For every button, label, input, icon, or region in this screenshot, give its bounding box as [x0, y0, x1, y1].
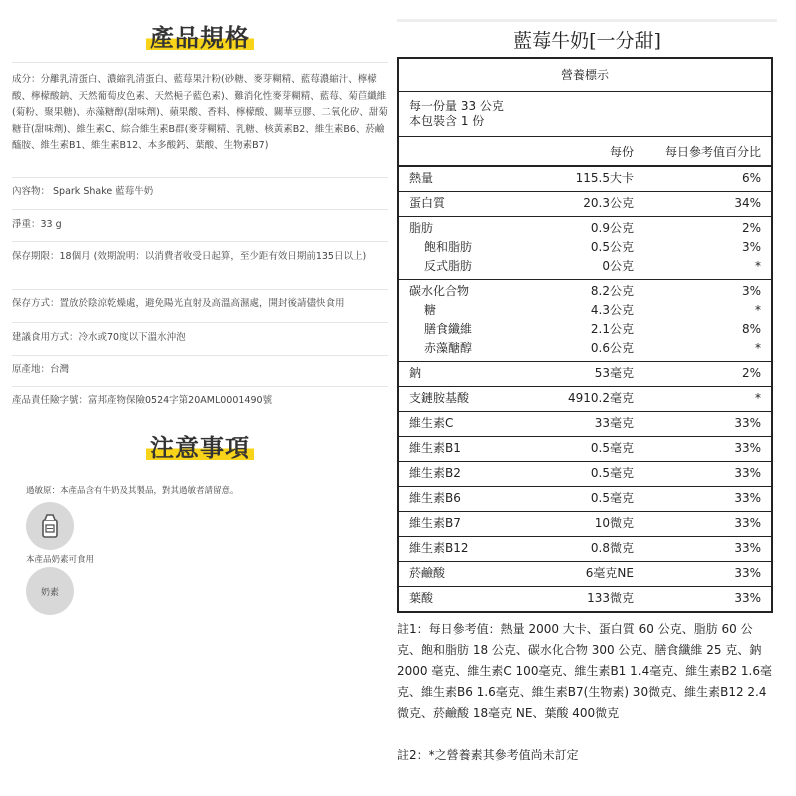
table-row: [399, 364, 771, 383]
table-row: [399, 169, 771, 188]
nutrient-daily-pct: 6%: [741, 171, 761, 185]
nutrient-value: 6毫克NE: [585, 566, 634, 580]
nutrient-value: 2.1公克: [590, 322, 634, 336]
nutrient-daily-pct: *: [755, 303, 761, 317]
table-row: [399, 238, 771, 257]
nutrient-daily-pct: 33%: [734, 566, 761, 580]
servings-per-pack: 本包裝含 1 份: [409, 114, 485, 128]
serving-size: 每一份量 33 公克: [409, 99, 504, 113]
allergy-text: 過敏原：本產品含有牛奶及其製品，對其過敏者請留意。: [26, 486, 239, 496]
nutrient-name: 菸鹼酸: [409, 566, 446, 580]
nutrient-daily-pct: 33%: [734, 416, 761, 430]
nutrient-daily-pct: 33%: [734, 491, 761, 505]
product-title: 藍莓牛奶[一分甜]: [397, 19, 777, 53]
ingredients-text: 成分：分離乳清蛋白、濃縮乳清蛋白、藍莓果汁粉(砂糖、麥芽糊精、藍莓濃縮汁、檸檬酸、檸檬酸鈉、天然葡萄皮色素、天然梔子藍色素)、難消化性麥芽糊精、藍莓、菊苣纖維(菊粉、聚果糖)、赤藻糖醇(甜味劑)、蘋果酸、香料、檸檬酸、關華豆膠、二氧化矽、甜菊糖苷(甜味劑)、維生素C、綜合維生素B群(麥芽糊精、乳糖、核黃素B2、維生素B6、菸鹼醯胺、維生素B1、維生素B12、本多酸鈣、葉酸、生物素B7): [12, 74, 388, 151]
col-per-serving: 每份: [609, 145, 634, 159]
nutrient-daily-pct: 33%: [734, 591, 761, 605]
nutrient-value: 10微克: [594, 516, 634, 530]
table-row: [399, 439, 771, 458]
table-row: [399, 489, 771, 508]
nutrient-name: 碳水化合物: [409, 284, 470, 298]
nutrient-name: 維生素B1: [409, 441, 461, 455]
divider: [12, 289, 388, 290]
nutrient-group: [399, 167, 771, 192]
nutrient-daily-pct: 2%: [741, 221, 761, 235]
nutrient-group: [399, 387, 771, 412]
nutrient-value: 4.3公克: [590, 303, 634, 317]
nutrient-value: 115.5大卡: [575, 171, 634, 185]
nutrient-daily-pct: 3%: [741, 284, 761, 298]
nutrient-name: 葉酸: [409, 591, 434, 605]
nutrient-daily-pct: 8%: [741, 322, 761, 336]
nutrient-value: 4910.2毫克: [568, 391, 634, 405]
nutrient-group: [399, 280, 771, 362]
net-weight-text: 淨重：33 g: [12, 219, 62, 230]
nutrient-name: 反式脂肪: [424, 259, 473, 273]
nutrient-daily-pct: *: [755, 341, 761, 355]
caution-title: 注意事項: [12, 428, 388, 463]
insurance-text: 產品責任險字號：富邦產物保險0524字第20AML0001490號: [12, 395, 273, 406]
table-row: [399, 389, 771, 408]
spec-panel: [12, 0, 388, 796]
nutrient-daily-pct: 33%: [734, 466, 761, 480]
table-row: [399, 414, 771, 433]
nutrient-name: 赤藻醣醇: [424, 341, 473, 355]
nutrient-group: [399, 487, 771, 512]
nutrient-daily-pct: 33%: [734, 516, 761, 530]
nutrient-value: 133微克: [587, 591, 634, 605]
column-headers: [399, 137, 771, 167]
nutrient-group: [399, 462, 771, 487]
nutrient-group: [399, 562, 771, 587]
nutrient-groups: [399, 167, 771, 611]
spec-title: 產品規格: [12, 18, 388, 53]
nutrient-value: 0.5毫克: [590, 491, 634, 505]
nutrient-group: [399, 217, 771, 280]
divider: [12, 322, 388, 323]
serving-info: [399, 92, 771, 137]
nutrient-daily-pct: 34%: [734, 196, 761, 210]
divider: [12, 386, 388, 387]
storage-text: 保存方式：置放於陰涼乾燥處，避免陽光直射及高溫高濕處，開封後請儘快食用: [12, 298, 345, 309]
origin-text: 原產地：台灣: [12, 364, 70, 375]
table-row: [399, 194, 771, 213]
nutrient-group: [399, 537, 771, 562]
table-title: 營養標示: [399, 59, 771, 92]
table-row: [399, 464, 771, 483]
table-row: [399, 219, 771, 238]
nutrient-group: [399, 412, 771, 437]
footnote-2: 註2：*之營養素其參考值尚未訂定: [397, 748, 579, 762]
milk-badge-label: 奶素: [40, 587, 59, 598]
milk-carton-icon: [26, 502, 74, 550]
table-row: [399, 339, 771, 358]
nutrient-value: 0.9公克: [590, 221, 634, 235]
nutrient-value: 20.3公克: [583, 196, 634, 210]
divider: [12, 241, 388, 242]
nutrient-name: 熱量: [409, 171, 434, 185]
nutrient-group: [399, 192, 771, 217]
milk-note: 本產品奶素可食用: [26, 555, 95, 565]
nutrient-name: 支鏈胺基酸: [409, 391, 470, 405]
nutrient-name: 膳食纖維: [424, 322, 473, 336]
divider: [12, 355, 388, 356]
divider: [12, 209, 388, 210]
col-daily-value: 每日參考值百分比: [664, 145, 761, 159]
lacto-vegetarian-badge: [26, 567, 74, 615]
contents-text: 內容物： Spark Shake 藍莓牛奶: [12, 186, 154, 197]
table-row: [399, 257, 771, 276]
footnote-1: 註1：每日參考值：熱量 2000 大卡、蛋白質 60 公克、脂肪 60 公克、飽和脂肪 18 公克、碳水化合物 300 公克、膳食纖維 25 克、鈉 2000 毫克、維生素C 100毫克、維生素B1 1.4毫克、維生素B2 1.6毫克、維生素B6 1.6毫克、維生素B7(生物素) 30微克、維生素B12 2.4微克、菸鹼酸 18毫克 NE、葉酸 400微克: [397, 622, 772, 720]
nutrient-name: 維生素B12: [409, 541, 469, 555]
nutrient-value: 0公克: [602, 259, 634, 273]
usage-text: 建議食用方式：冷水或70度以下溫水沖泡: [12, 332, 186, 343]
nutrient-group: [399, 587, 771, 611]
nutrient-value: 0.5公克: [590, 240, 634, 254]
nutrient-daily-pct: *: [755, 259, 761, 273]
nutrient-value: 33毫克: [594, 416, 634, 430]
nutrient-daily-pct: 33%: [734, 441, 761, 455]
nutrient-value: 53毫克: [594, 366, 634, 380]
table-row: [399, 514, 771, 533]
nutrient-value: 0.5毫克: [590, 441, 634, 455]
nutrient-group: [399, 512, 771, 537]
nutrient-name: 脂肪: [409, 221, 434, 235]
nutrient-name: 蛋白質: [409, 196, 446, 210]
table-row: [399, 282, 771, 301]
nutrient-name: 糖: [424, 303, 437, 317]
nutrient-group: [399, 437, 771, 462]
table-row: [399, 320, 771, 339]
nutrient-value: 0.5毫克: [590, 466, 634, 480]
nutrient-value: 8.2公克: [590, 284, 634, 298]
nutrient-value: 0.8微克: [590, 541, 634, 555]
nutrient-name: 維生素B2: [409, 466, 461, 480]
nutrient-daily-pct: 2%: [741, 366, 761, 380]
nutrient-name: 維生素C: [409, 416, 454, 430]
nutrition-table: [397, 57, 773, 613]
nutrient-daily-pct: 33%: [734, 541, 761, 555]
shelf-life-text: 保存期限：18個月 (效期說明：以消費者收受日起算，至少距有效日期前135日以上): [12, 251, 367, 262]
divider: [12, 62, 388, 63]
table-row: [399, 589, 771, 608]
nutrient-name: 飽和脂肪: [424, 240, 473, 254]
nutrient-name: 維生素B7: [409, 516, 461, 530]
table-row: [399, 539, 771, 558]
nutrient-name: 維生素B6: [409, 491, 461, 505]
nutrient-daily-pct: *: [755, 391, 761, 405]
nutrient-value: 0.6公克: [590, 341, 634, 355]
nutrient-daily-pct: 3%: [741, 240, 761, 254]
nutrient-group: [399, 362, 771, 387]
nutrient-name: 鈉: [409, 366, 422, 380]
table-row: [399, 564, 771, 583]
table-row: [399, 301, 771, 320]
divider: [12, 177, 388, 178]
